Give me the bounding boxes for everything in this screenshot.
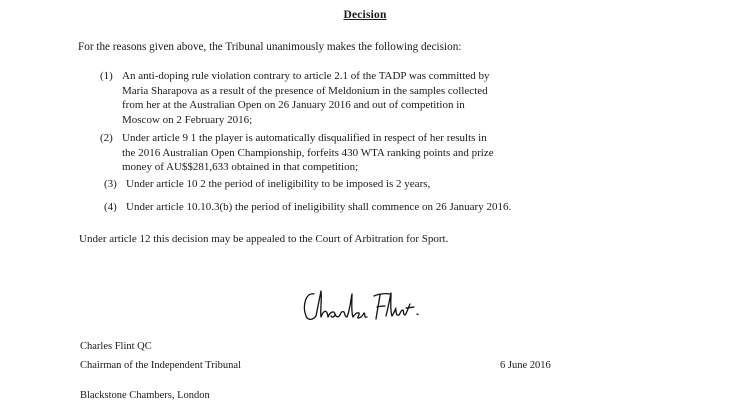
decision-item-4 (104, 200, 511, 215)
intro-paragraph: For the reasons given above, the Tribunal unanimously makes the following decision: (78, 41, 462, 53)
decision-date: 6 June 2016 (500, 360, 551, 371)
signatory-title: Chairman of the Independent Tribunal (80, 360, 241, 371)
handwritten-signature (300, 286, 420, 331)
item-number: (4) (104, 201, 117, 213)
item-line: Under article 9 1 the player is automatically disqualified in respect of her results in (122, 132, 487, 144)
signing-place: Blackstone Chambers, London (80, 390, 210, 401)
signatory-name: Charles Flint QC (80, 341, 152, 352)
document-heading: Decision (343, 9, 387, 21)
item-line: Under article 10 2 the period of ineligibility to be imposed is 2 years, (126, 178, 431, 190)
item-line: the 2016 Australian Open Championship, forfeits 430 WTA ranking points and prize (122, 146, 494, 159)
item-line: Moscow on 2 February 2016; (122, 113, 253, 126)
item-line: Under article 10.10.3(b) the period of ineligibility shall commence on 26 January 2016. (126, 201, 512, 213)
decision-item-3 (104, 177, 430, 192)
decision-item-2 (100, 131, 494, 175)
item-number: (3) (104, 178, 117, 190)
item-line: money of AU$$281,633 obtained in that competition; (122, 161, 359, 173)
appeal-paragraph: Under article 12 this decision may be appealed to the Court of Arbitration for Sport. (79, 233, 449, 245)
item-line: An anti-doping rule violation contrary to article 2.1 of the TADP was committed by (122, 70, 490, 82)
item-number: (1) (100, 70, 113, 82)
decision-item-1 (100, 69, 490, 127)
item-number: (2) (100, 132, 113, 144)
item-line: from her at the Australian Open on 26 January 2016 and out of competition in (122, 99, 465, 111)
item-line: Maria Sharapova as a result of the presence of Meldonium in the samples collected (122, 84, 488, 97)
